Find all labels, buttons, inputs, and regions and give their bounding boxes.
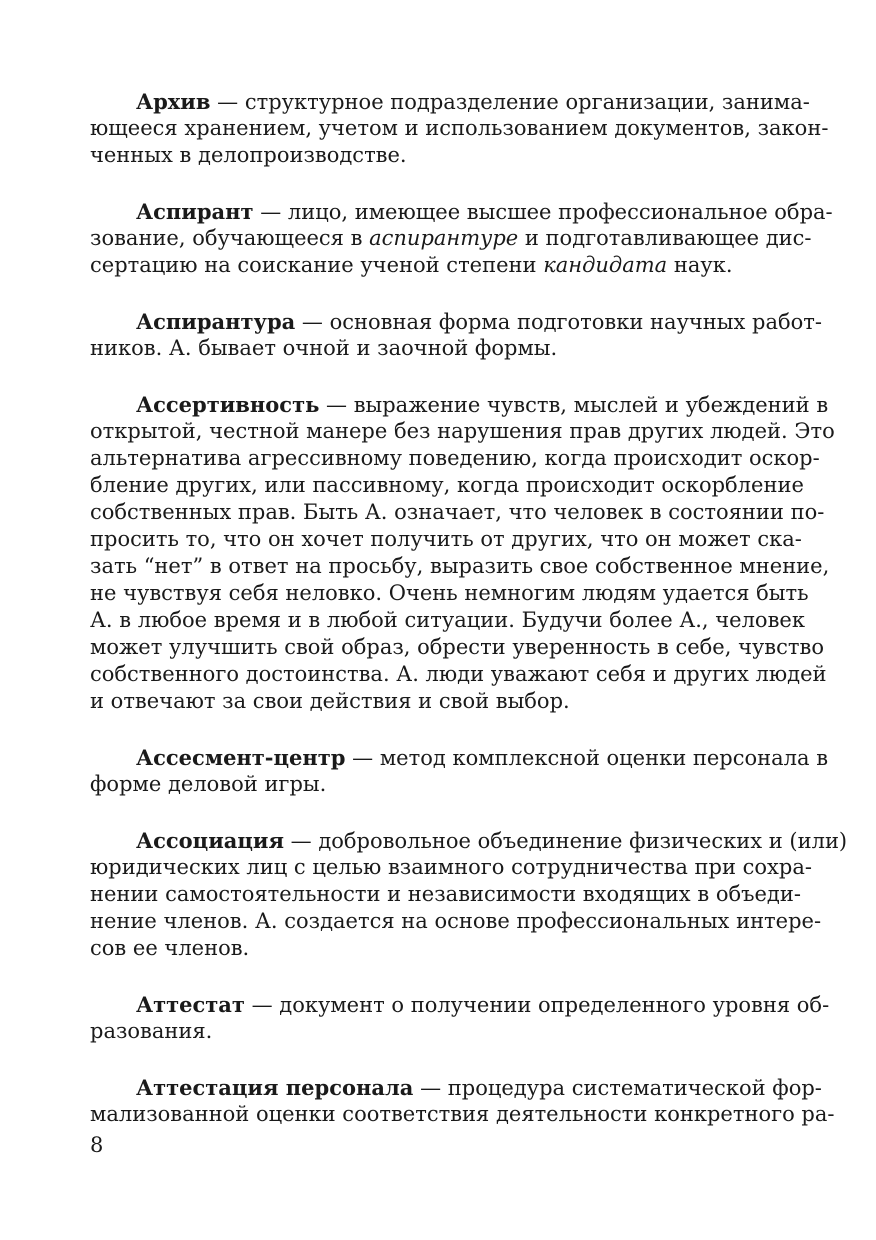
italic-term: кандидата: [543, 253, 668, 277]
text-line: Аттестат — документ о получении определенного уровня об-: [136, 992, 830, 1017]
text-line: открытой, честной манере без нарушения прав других людей. Это: [90, 419, 835, 443]
page-text: [90, 88, 848, 1157]
text-line: нение членов. А. создается на основе профессиональных интере-: [90, 909, 822, 933]
term: Ассесмент-центр: [136, 745, 346, 770]
text-line: форме деловой игры.: [90, 772, 327, 796]
entry-aspirant: [90, 198, 833, 279]
text-line: сов ее членов.: [90, 936, 250, 960]
entry-arkhiv: [90, 88, 829, 169]
entry-assesment-centr: [90, 744, 829, 798]
text-line: Аспирант — лицо, имеющее высшее профессиональное обра-: [136, 199, 833, 224]
text-line: бление других, или пассивному, когда происходит оскорбление: [90, 473, 804, 497]
text-line: Ассоциация — добровольное объединение физических и (или): [136, 828, 848, 853]
text-line: А. в любое время и в любой ситуации. Будучи более А., человек: [90, 608, 805, 632]
term: Архив: [136, 89, 211, 114]
text-line: Ассертивность — выражение чувств, мыслей и убеждений в: [136, 392, 829, 417]
text-line: собственных прав. Быть А. означает, что человек в состоянии по-: [90, 500, 825, 524]
entry-attestaciya-personala: [90, 1074, 835, 1128]
italic-term: аспирантуре: [369, 226, 519, 250]
term: Аспирантура: [136, 309, 296, 334]
text-line: Аттестация персонала — процедура систематической фор-: [136, 1075, 822, 1100]
term: Аспирант: [136, 199, 254, 224]
term: Ассоциация: [136, 828, 284, 853]
text-line: альтернатива агрессивному поведению, когда происходит оскор-: [90, 446, 820, 470]
text-line: просить то, что он хочет получить от других, что он может ска-: [90, 527, 802, 551]
text-line: не чувствуя себя неловко. Очень немногим людям удается быть: [90, 581, 809, 605]
text-line: ющееся хранением, учетом и использованием документов, закон-: [90, 116, 829, 140]
text-line: ченных в делопроизводстве.: [90, 143, 407, 167]
text-line: Аспирантура — основная форма подготовки научных работ-: [136, 309, 823, 334]
text-line: юридических лиц с целью взаимного сотрудничества при сохра-: [90, 855, 812, 879]
text-line: Ассесмент-центр — метод комплексной оценки персонала в: [136, 745, 829, 770]
text-line: и отвечают за свои действия и свой выбор.: [90, 689, 570, 713]
text-line: может улучшить свой образ, обрести уверенность в себе, чувство: [90, 635, 824, 659]
term: Ассертивность: [136, 392, 320, 417]
text-line: ников. А. бывает очной и заочной формы.: [90, 336, 558, 360]
text-line: зать “нет” в ответ на просьбу, выразить свое собственное мнение,: [90, 554, 830, 578]
page-number: 8: [90, 1133, 104, 1157]
term: Аттестация персонала: [136, 1075, 414, 1100]
text-line: нении самостоятельности и независимости входящих в объеди-: [90, 882, 801, 906]
entry-assertivnost: [90, 391, 835, 715]
text-line: сертацию на соискание ученой степени кандидата наук.: [90, 253, 733, 277]
text-line: разования.: [90, 1019, 213, 1043]
entry-attestat: [90, 991, 830, 1045]
text-line: Архив — структурное подразделение организации, занима-: [136, 89, 810, 114]
entry-associaciya: [90, 827, 848, 962]
text-line: мализованной оценки соответствия деятельности конкретного ра-: [90, 1102, 835, 1126]
text-line: собственного достоинства. А. люди уважают себя и других людей: [90, 662, 827, 686]
term: Аттестат: [136, 992, 245, 1017]
entry-aspirantura: [90, 308, 823, 362]
text-line: зование, обучающееся в аспирантуре и подготавливающее дис-: [90, 226, 812, 250]
